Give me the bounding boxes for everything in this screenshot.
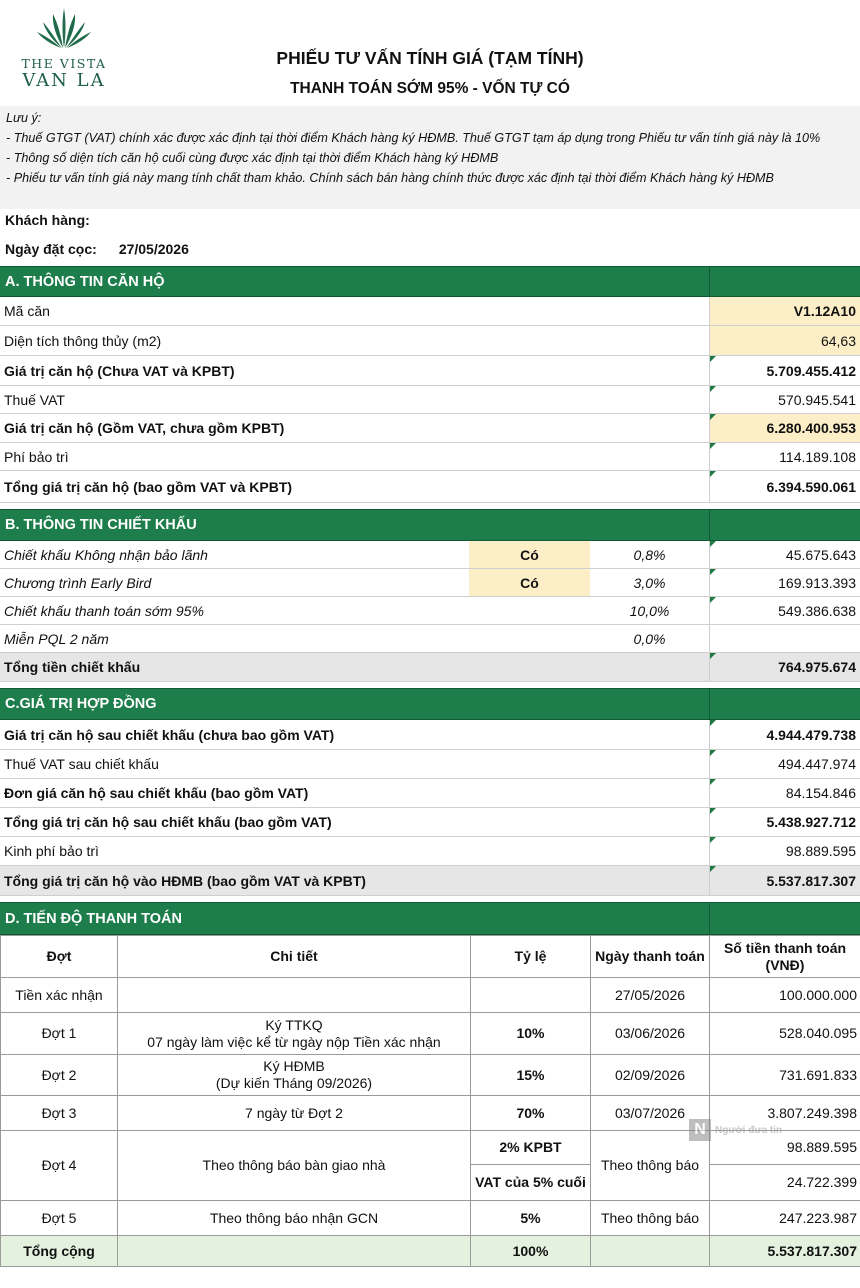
- early-bird-option[interactable]: Có: [469, 569, 590, 596]
- early-payment-discount-label: Chiết khấu thanh toán sớm 95%: [4, 602, 204, 619]
- page-subtitle: THANH TOÁN SỚM 95% - VỐN TỰ CÓ: [290, 80, 570, 97]
- total-discount-label: Tổng tiền chiết khấu: [4, 659, 141, 675]
- date-cell: 03/07/2026: [591, 1096, 710, 1131]
- discount-no-guarantee-label: Chiết khấu Không nhận bảo lãnh: [4, 546, 208, 563]
- row-unit-price: [0, 779, 860, 808]
- vat-value: 570.945.541: [709, 386, 860, 413]
- detail-line-1: Ký HĐMB: [263, 1058, 325, 1074]
- row-unit-code: [0, 297, 860, 326]
- date-cell: 02/09/2026: [591, 1055, 710, 1096]
- rate-cell: 70%: [471, 1096, 591, 1131]
- maintenance-fee-label: Phí bảo trì: [4, 448, 69, 465]
- rate-cell: 15%: [471, 1055, 591, 1096]
- watermark-logo-icon: N: [689, 1119, 711, 1141]
- early-bird-percent: 3,0%: [633, 574, 666, 591]
- discount-no-guarantee-value: 45.675.643: [709, 541, 860, 568]
- pql-waiver-value: [709, 625, 860, 652]
- amount-cell: 731.691.833: [710, 1055, 860, 1096]
- row-vat-after-discount: [0, 750, 860, 779]
- rate-cell: 2% KPBT: [471, 1131, 591, 1165]
- row-discount-no-guarantee: [0, 541, 860, 569]
- early-bird-value: 169.913.393: [709, 569, 860, 596]
- total-discount-value: 764.975.674: [709, 653, 860, 681]
- unit-code-value: V1.12A10: [709, 297, 860, 325]
- note-reference: - Phiếu tư vấn tính giá này mang tính chất tham khảo. Chính sách bán hàng chính thức được xác định tại thời điểm Khách hàng ký HĐMB: [6, 171, 774, 185]
- phase-cell: Tiền xác nhận: [1, 978, 118, 1013]
- row-total-price: [0, 471, 860, 503]
- date-cell: 03/06/2026: [591, 1013, 710, 1055]
- header-amount: Số tiền thanh toán (VNĐ): [710, 936, 860, 978]
- early-bird-label: Chương trình Early Bird: [4, 574, 152, 591]
- logo-line-1: THE VISTA: [21, 56, 107, 71]
- phase-cell: Đợt 3: [1, 1096, 118, 1131]
- deposit-row: [5, 241, 189, 257]
- date-cell: 27/05/2026: [591, 978, 710, 1013]
- total-date-cell: [591, 1236, 710, 1267]
- total-price-value: 6.394.590.061: [709, 471, 860, 502]
- rate-cell-vat: VAT của 5% cuối: [471, 1165, 591, 1201]
- detail-cell: 7 ngày từ Đợt 2: [118, 1096, 471, 1131]
- price-incl-vat-value: 6.280.400.953: [709, 414, 860, 442]
- table-row: [1, 978, 860, 1013]
- price-after-discount-label: Giá trị căn hộ sau chiết khấu (chưa bao gồm VAT): [4, 726, 335, 743]
- detail-cell: [118, 1055, 471, 1096]
- section-b-header: [0, 509, 860, 541]
- detail-line-2: (Dự kiến Tháng 09/2026): [215, 1075, 373, 1091]
- header-rate: Tỷ lệ: [471, 936, 591, 978]
- row-price-excl-vat: [0, 356, 860, 386]
- contract-total-label: Tổng giá trị căn hộ vào HĐMB (bao gồm VAT và KPBT): [4, 872, 366, 889]
- contract-total-value: 5.537.817.307: [709, 866, 860, 895]
- vat-after-discount-value: 494.447.974: [709, 750, 860, 778]
- total-detail-cell: [118, 1236, 471, 1267]
- detail-cell: [118, 978, 471, 1013]
- payment-schedule-table: [0, 935, 860, 1267]
- row-early-bird: [0, 569, 860, 597]
- page-title: PHIẾU TƯ VẤN TÍNH GIÁ (TẠM TÍNH): [276, 48, 584, 68]
- amount-cell: 98.889.595: [710, 1131, 860, 1165]
- amount-cell: 3.807.249.398: [710, 1096, 860, 1131]
- row-total-after-discount: [0, 808, 860, 837]
- document-header: [0, 0, 860, 104]
- note-area: - Thông số diện tích căn hộ cuối cùng được xác định tại thời điểm Khách hàng ký HĐMB: [6, 151, 499, 165]
- note-vat: - Thuế GTGT (VAT) chính xác được xác định tại thời điểm Khách hàng ký HĐMB. Thuế GTGT tạm áp dụng trong Phiếu tư vấn tính giá này là 10%: [6, 131, 821, 145]
- phase-cell: Đợt 2: [1, 1055, 118, 1096]
- price-excl-vat-label: Giá trị căn hộ (Chưa VAT và KPBT): [4, 362, 235, 379]
- row-total-discount: [0, 653, 860, 682]
- discount-no-guarantee-option[interactable]: Có: [469, 541, 590, 568]
- early-payment-discount-value: 549.386.638: [709, 597, 860, 624]
- unit-price-value: 84.154.846: [709, 779, 860, 807]
- total-rate-cell: 100%: [471, 1236, 591, 1267]
- pql-waiver-percent: 0,0%: [633, 630, 666, 647]
- area-label: Diện tích thông thủy (m2): [4, 332, 162, 349]
- detail-line-2: 07 ngày làm việc kể từ ngày nộp Tiền xác nhận: [147, 1033, 441, 1050]
- total-amount-cell: 5.537.817.307: [710, 1236, 860, 1267]
- row-maintenance-fee: [0, 443, 860, 471]
- date-cell: Theo thông báo: [591, 1131, 710, 1201]
- logo-line-2: VAN LA: [22, 70, 106, 91]
- area-value: 64,63: [709, 326, 860, 355]
- section-d-title: D. TIẾN ĐỘ THANH TOÁN: [5, 910, 182, 927]
- table-row: [1, 1055, 860, 1096]
- discount-no-guarantee-percent: 0,8%: [633, 546, 666, 563]
- total-price-label: Tổng giá trị căn hộ (bao gồm VAT và KPBT): [4, 478, 293, 495]
- phase-cell: Đợt 5: [1, 1201, 118, 1236]
- section-c-header: [0, 688, 860, 720]
- row-early-payment-discount: [0, 597, 860, 625]
- table-row: [1, 1201, 860, 1236]
- total-label-cell: Tổng cộng: [1, 1236, 118, 1267]
- watermark-text: Người đưa tin: [715, 1124, 783, 1136]
- phase-cell: Đợt 4: [1, 1131, 118, 1201]
- vat-after-discount-label: Thuế VAT sau chiết khấu: [4, 756, 159, 772]
- header-phase: Đợt: [1, 936, 118, 978]
- table-header-row: [1, 936, 860, 978]
- vat-label: Thuế VAT: [4, 391, 65, 408]
- amount-cell: 528.040.095: [710, 1013, 860, 1055]
- rate-cell: 5%: [471, 1201, 591, 1236]
- deposit-date: 27/05/2026: [118, 241, 189, 257]
- row-price-incl-vat: [0, 414, 860, 443]
- row-area: [0, 326, 860, 356]
- lotus-leaf-icon: [36, 6, 92, 50]
- early-payment-discount-percent: 10,0%: [629, 602, 670, 619]
- pql-waiver-label: Miễn PQL 2 năm: [4, 630, 109, 647]
- phase-cell: Đợt 1: [1, 1013, 118, 1055]
- watermark: [689, 1115, 801, 1145]
- detail-cell: Theo thông báo bàn giao nhà: [118, 1131, 471, 1201]
- section-b-title: B. THÔNG TIN CHIẾT KHẤU: [5, 517, 197, 533]
- table-row: [1, 1013, 860, 1055]
- amount-cell: 100.000.000: [710, 978, 860, 1013]
- unit-price-label: Đơn giá căn hộ sau chiết khấu (bao gồm VAT): [4, 785, 309, 801]
- amount-cell-vat: 24.722.399: [710, 1165, 860, 1201]
- maintenance-cost-label: Kinh phí bảo trì: [4, 843, 99, 859]
- total-after-discount-label: Tổng giá trị căn hộ sau chiết khấu (bao gồm VAT): [4, 814, 332, 830]
- price-excl-vat-value: 5.709.455.412: [709, 356, 860, 385]
- row-price-after-discount: [0, 720, 860, 750]
- maintenance-fee-value: 114.189.108: [709, 443, 860, 470]
- date-cell: Theo thông báo: [591, 1201, 710, 1236]
- section-d-header: [0, 902, 860, 935]
- rate-cell: 10%: [471, 1013, 591, 1055]
- notes-heading: Lưu ý:: [6, 111, 42, 125]
- rate-cell: [471, 978, 591, 1013]
- price-after-discount-value: 4.944.479.738: [709, 720, 860, 749]
- price-incl-vat-label: Giá trị căn hộ (Gồm VAT, chưa gồm KPBT): [4, 420, 285, 436]
- total-after-discount-value: 5.438.927.712: [709, 808, 860, 836]
- notes-box: [0, 106, 860, 209]
- unit-code-label: Mã căn: [4, 303, 50, 319]
- header-detail: Chi tiết: [118, 936, 471, 978]
- deposit-label: Ngày đặt cọc:: [5, 241, 97, 257]
- amount-cell: 247.223.987: [710, 1201, 860, 1236]
- section-c-title: C.GIÁ TRỊ HỢP ĐỒNG: [5, 696, 157, 712]
- maintenance-cost-value: 98.889.595: [709, 837, 860, 865]
- row-contract-total: [0, 866, 860, 896]
- detail-line-1: Ký TTKQ: [265, 1016, 323, 1033]
- detail-cell: [118, 1013, 471, 1055]
- section-a-header: [0, 266, 860, 297]
- row-vat: [0, 386, 860, 414]
- header-date: Ngày thanh toán: [591, 936, 710, 978]
- customer-label: Khách hàng:: [5, 212, 90, 228]
- row-pql-waiver: [0, 625, 860, 653]
- table-total-row: [1, 1236, 860, 1267]
- detail-cell: Theo thông báo nhận GCN: [118, 1201, 471, 1236]
- row-maintenance-cost: [0, 837, 860, 866]
- section-a-title: A. THÔNG TIN CĂN HỘ: [5, 273, 165, 290]
